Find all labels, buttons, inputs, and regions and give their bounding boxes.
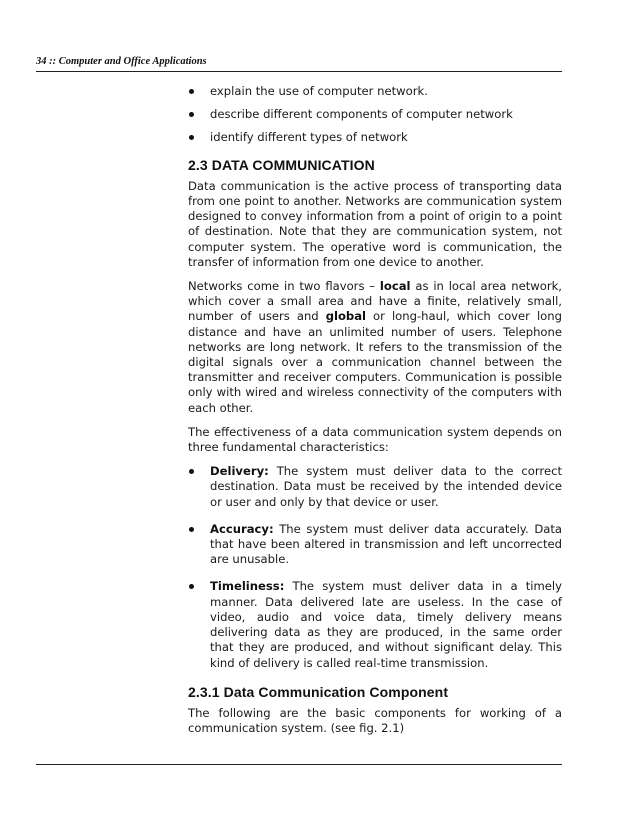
footer-rule (36, 764, 562, 765)
bold-term: local (379, 279, 411, 294)
bold-term: Delivery: (210, 464, 269, 479)
objective-text: explain the use of computer network. (210, 84, 428, 98)
objective-text: describe different components of computer network (210, 107, 513, 122)
bullet-icon (189, 89, 194, 94)
list-item (188, 522, 562, 568)
paragraph: The following are the basic components for working of a communication system. (see fig. 2.1) (188, 705, 562, 736)
bold-term: Accuracy: (210, 521, 274, 536)
page-content (188, 84, 562, 742)
bullet-icon (189, 527, 194, 532)
header-rule (36, 71, 562, 72)
list-item (188, 84, 562, 99)
bold-term: global (325, 309, 367, 324)
bullet-icon (189, 112, 194, 117)
bold-term: Timeliness: (210, 579, 285, 594)
bullet-icon (189, 135, 194, 140)
paragraph-text: or long-haul, which cover long distance and have an unlimited number of users. Telephone networks are long network. It refers to the transmission of the digital signals over a communication channel between the transmitter and receiver computers. Communication is possible only with wired and wireless connectivity of the computers with each other. (188, 309, 562, 415)
paragraph (188, 279, 562, 416)
section-heading: 2.3 DATA COMMUNICATION (188, 156, 375, 173)
bullet-icon (189, 469, 194, 474)
paragraph-text: as in local area network, which cover a small area and have a finite, relatively small, number of users and (188, 279, 562, 324)
list-item-text: The system must deliver data in a timely manner. Data delivered late are useless. In the case of video, audio and voice data, timely delivery means delivering data as they are produced, in the same order that they are produced, and without significant delay. This kind of delivery is called real-time transmission. (210, 579, 562, 670)
characteristics-list (188, 464, 562, 670)
subsection-heading: 2.3.1 Data Communication Component (188, 683, 449, 700)
list-item (188, 130, 562, 145)
paragraph: The effectiveness of a data communication system depends on three fundamental characteristics: (188, 424, 562, 455)
list-item-text: The system must deliver data to the correct destination. Data must be received by the intended device or user and only by that device or user. (210, 464, 562, 509)
paragraph: Data communication is the active process of transporting data from one point to another. Networks are communication system designed to convey information from a point of origin to a point of destination. Note that they are communication system, not computer system. The operative word is communication, the transfer of information from one device to another. (188, 178, 562, 269)
objectives-list (188, 84, 562, 146)
running-header: 34 :: Computer and Office Applications (36, 56, 207, 67)
list-item (188, 107, 562, 122)
objective-text: identify different types of network (210, 130, 408, 145)
list-item (188, 464, 562, 510)
list-item-text: The system must deliver data accurately. Data that have been altered in transmission and left uncorrected are unusable. (210, 521, 562, 567)
list-item (188, 579, 562, 670)
bullet-icon (189, 584, 194, 589)
paragraph-text: Networks come in two flavors – (188, 279, 380, 294)
